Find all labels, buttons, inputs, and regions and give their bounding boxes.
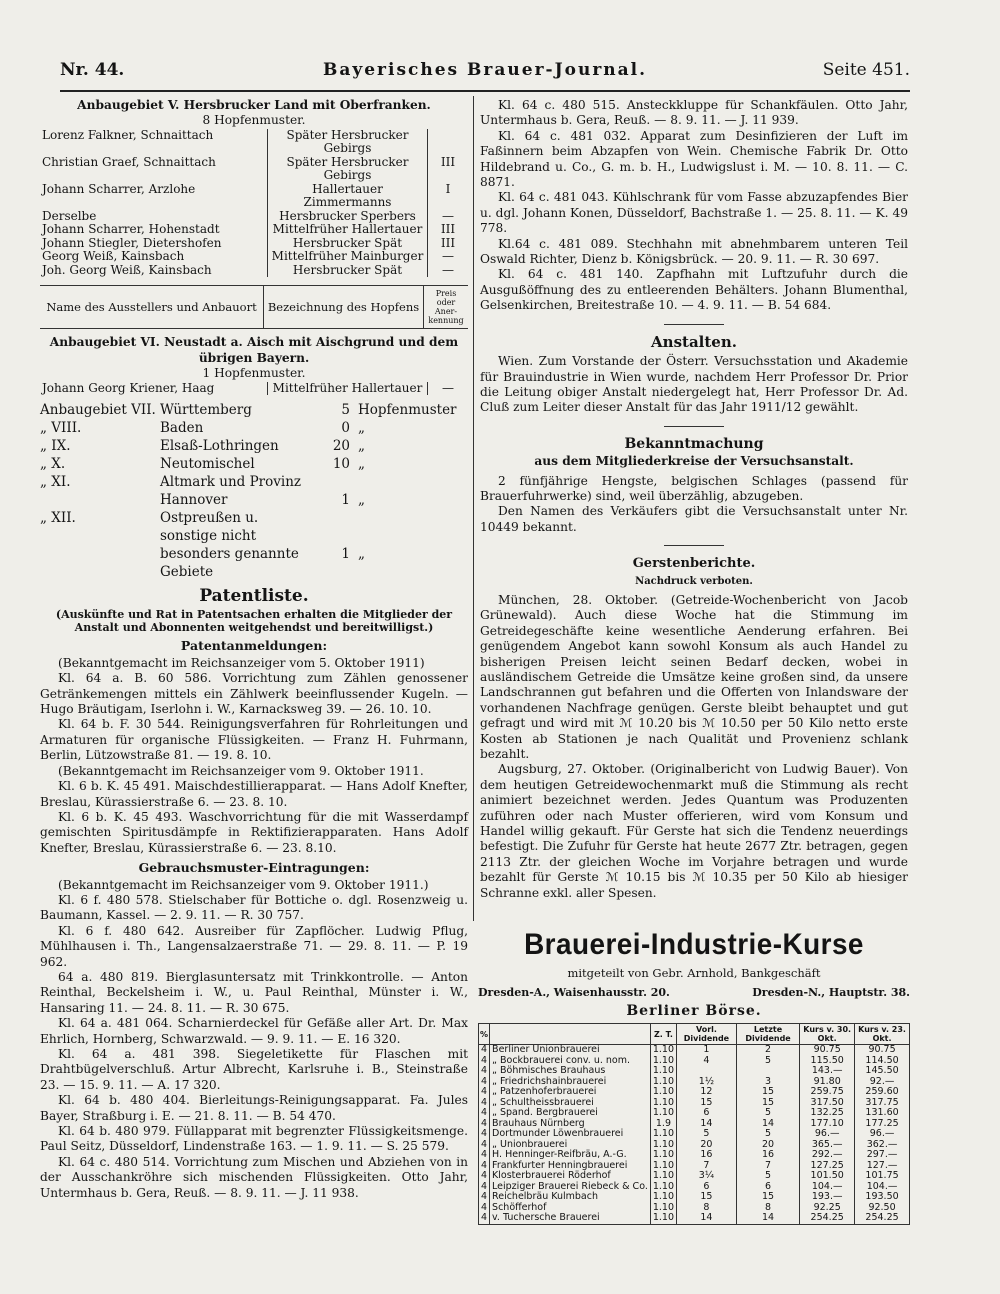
column-header — [490, 1024, 651, 1045]
sample-count: 0 — [341, 420, 350, 437]
prize: — — [442, 262, 454, 277]
table-cell: 96.— — [855, 1129, 910, 1140]
sample-unit: „ — [358, 420, 365, 437]
table-cell: Frankfurter Henningbrauerei — [490, 1161, 651, 1172]
patent-p7: (Bekanntgemacht im Reichsanzeiger vom 9. Oktober 1911.) — [58, 877, 429, 892]
prize: — — [442, 380, 454, 395]
table-cell: 297.— — [855, 1150, 910, 1161]
prize — [428, 129, 469, 156]
sample-unit: „ — [358, 438, 365, 455]
table-cell: „ Bockbrauerei conv. u. nom. — [490, 1056, 651, 1067]
patent-p2: Kl. 64 a. B. 60 586. Vorrichtung zum Zählen genossener Getränkemengen mittels ein Zählwerk beeinflussender Kugeln. — Hugo Bräutigam, Iserlohn i. W., Karnacksweg 39. — 26. 10. 10. — [40, 671, 468, 717]
exhibitor-name: Christian Graef, Schnaittach — [42, 154, 216, 169]
divider — [664, 324, 724, 325]
table-cell: 177.25 — [855, 1119, 910, 1130]
list-item — [40, 473, 468, 491]
area5-subtitle: 8 Hopfenmuster. — [202, 113, 306, 128]
prize: — — [442, 249, 454, 264]
table-cell: 4 — [479, 1077, 490, 1088]
table-cell: Reichelbräu Kulmbach — [490, 1192, 651, 1203]
exhibitor-name: Lorenz Falkner, Schnaittach — [42, 127, 214, 142]
table-cell: 14 — [677, 1213, 737, 1224]
list-item — [40, 509, 468, 545]
ad-title: Brauerei-Industrie-Kurse — [524, 928, 864, 961]
table-cell: 3¼ — [677, 1171, 737, 1182]
sample-unit: „ — [358, 492, 365, 509]
prize: — — [442, 208, 454, 223]
list-item — [40, 437, 468, 455]
table-cell: 92.50 — [855, 1203, 910, 1214]
areas-list — [40, 401, 468, 581]
sample-count: 20 — [332, 438, 350, 455]
table-cell: 254.25 — [855, 1213, 910, 1224]
patent-note: (Auskünfte und Rat in Patentsachen erhalten die Mitglieder der Anstalt und Abonnenten weitgehendst und bereitwilligst.) — [55, 608, 453, 635]
sample-unit: Hopfenmuster — [358, 402, 457, 419]
table-cell: 7 — [736, 1161, 799, 1172]
table-cell: Berliner Unionbrauerei — [490, 1045, 651, 1056]
table-cell: 1.10 — [650, 1140, 676, 1151]
hop-variety: Hersbrucker Sperbers — [268, 210, 428, 224]
list-item — [40, 455, 468, 473]
quotes-table — [478, 1023, 910, 1225]
table-cell: 1.10 — [650, 1045, 676, 1056]
table-row — [40, 237, 468, 251]
table-cell: 365.— — [800, 1140, 855, 1151]
area-number: „ XI. — [40, 474, 71, 491]
hop-variety: Mittelfrüher Mainburger — [268, 250, 428, 264]
patent-r3: Kl. 64 c. 481 043. Kühlschrank für vom Fasse abzuzapfendes Bier u. dgl. Johann Konen, Düsseldorf, Bachstraße 1. — 25. 8. 11. — K. 49 778. — [480, 190, 908, 236]
header-exhibitor: Name des Ausstellers und Anbauort — [46, 299, 257, 314]
gerste-augsburg: Augsburg, 27. Oktober. (Originalbericht von Ludwig Bauer). Von dem heutigen Getreidewochenmarkt muß die Stimmung als recht animiert bezeichnet werden. Jedes Quantum was Produzenten zuführen oder nach Muster offerieren, wird vom Konsum und Handel willig gekauft. Für Gerste hat sich die Tendenz neuerdings befestigt. Die Zufuhr für Gerste hat heute 2677 Ztr. betragen, gegen 2113 Ztr. der gleichen Woche im Vorjahre betragen und wurde bezahlt für Gerste ℳ 10.15 bis ℳ 10.35 per 50 Kilo ab hiesiger Schranne exkl. aller Spesen. — [480, 762, 908, 900]
area5-table — [40, 129, 468, 278]
table-cell: Dortmunder Löwenbrauerei — [490, 1129, 651, 1140]
prize: III — [440, 154, 456, 169]
divider — [664, 426, 724, 427]
table-cell: 90.75 — [855, 1045, 910, 1056]
table-cell: 4 — [479, 1129, 490, 1140]
table-cell: 104.— — [800, 1182, 855, 1193]
area-number — [40, 491, 160, 509]
table-cell: 14 — [736, 1213, 799, 1224]
hop-variety: Mittelfrüher Hallertauer — [268, 382, 428, 396]
area5-title: Anbaugebiet V. Hersbrucker Land mit Oberfranken. — [77, 98, 431, 112]
table-row — [479, 1108, 910, 1119]
table-row — [479, 1045, 910, 1056]
area6-subtitle: 1 Hopfenmuster. — [202, 366, 306, 381]
table-row — [479, 1150, 910, 1161]
table-cell: 177.10 — [800, 1119, 855, 1130]
table-cell: 5 — [736, 1056, 799, 1067]
table-cell: 1.10 — [650, 1087, 676, 1098]
table-row — [479, 1213, 910, 1224]
table-cell: 4 — [479, 1056, 490, 1067]
table-cell: 101.75 — [855, 1171, 910, 1182]
table-cell: 92.25 — [800, 1203, 855, 1214]
table-cell: 90.75 — [800, 1045, 855, 1056]
area-name: Neutomischel — [160, 456, 255, 473]
bekanntmachung-text: 2 fünfjährige Hengste, belgischen Schlages (passend für Brauerfuhrwerke) sind, weil überzählig, abzugeben. — [480, 473, 908, 503]
table-row — [479, 1066, 910, 1077]
patent-r5: Kl. 64 c. 481 140. Zapfhahn mit Luftzufuhr durch die Ausgußöffnung des zu entleerenden Behälters. Johann Blumenthal, Gelsenkirchen, Breitestraße 10. — 4. 9. 11. — B. 54 684. — [480, 267, 908, 313]
prize: III — [440, 235, 456, 250]
hop-variety: Später Hersbrucker Gebirgs — [268, 129, 428, 156]
area6-title: Anbaugebiet VI. Neustadt a. Aisch mit Aischgrund und dem übrigen Bayern. — [49, 335, 459, 365]
table-cell: 115.50 — [800, 1056, 855, 1067]
hop-variety: Mittelfrüher Hallertauer — [268, 223, 428, 237]
area-name: Hannover — [160, 492, 228, 509]
patent-p1: (Bekanntgemacht im Reichsanzeiger vom 5. Oktober 1911) — [58, 655, 425, 670]
table-cell: 143.— — [800, 1066, 855, 1077]
prize: III — [440, 222, 456, 237]
exhibitor-name: Johann Stiegler, Dietershofen — [42, 235, 222, 250]
table-cell: 101.50 — [800, 1171, 855, 1182]
patent-p14: Kl. 64 b. 480 979. Füllapparat mit begrenzter Flüssigkeitsmenge. Paul Seitz, Düsseldorf, Lindenstraße 163. — 1. 9. 11. — S. 25 579. — [40, 1124, 468, 1154]
column-header: Kurs v. 23. Okt. — [855, 1024, 910, 1045]
exhibitor-name: Joh. Georg Weiß, Kainsbach — [42, 262, 212, 277]
header-prize: Preis oder Aner-kennung — [428, 289, 464, 326]
list-item — [40, 545, 468, 581]
anstalten-text: Wien. Zum Vorstande der Österr. Versuchsstation und Akademie für Brauindustrie in Wien wurde, nachdem Herr Professor Dr. Prior die Leitung obiger Anstalt niedergelegt hat, Herr Professor Dr. Ad. Cluß zum Leiter dieser Anstalt für das Jahr 1911/12 gewählt. — [480, 354, 908, 415]
ad-addresses — [478, 986, 910, 999]
journal-title: Bayerisches Brauer-Journal. — [322, 60, 648, 80]
table-row — [479, 1192, 910, 1203]
table-cell: 1.10 — [650, 1171, 676, 1182]
ad-subtitle: mitgeteilt von Gebr. Arnhold, Bankgeschäft — [567, 966, 821, 980]
table-cell: Brauhaus Nürnberg — [490, 1119, 651, 1130]
table-cell: 15 — [736, 1087, 799, 1098]
area-name: Württemberg — [160, 402, 252, 419]
anstalten-title: Anstalten. — [651, 332, 737, 351]
table-header — [40, 285, 468, 329]
table-cell: 5 — [677, 1129, 737, 1140]
table-cell: 20 — [736, 1140, 799, 1151]
area-number: „ X. — [40, 456, 66, 473]
area-number: Anbaugebiet VII. — [40, 402, 156, 419]
area-name: besonders genannte Gebiete — [160, 546, 299, 581]
patent-p8: Kl. 6 f. 480 578. Stielschaber für Bottiche o. dgl. Rosenzweig u. Baumann, Kassel. — 2. 9. 11. — R. 30 757. — [40, 892, 468, 923]
exhibitor-name: Georg Weiß, Kainsbach — [42, 249, 185, 264]
table-cell: Leipziger Brauerei Riebeck & Co. — [490, 1182, 651, 1193]
column-header: Kurs v. 30. Okt. — [800, 1024, 855, 1045]
table-cell: 1.10 — [650, 1161, 676, 1172]
patent-r1: Kl. 64 c. 480 515. Ansteckkluppe für Schankfäulen. Otto Jahr, Untermhaus b. Gera, Reuß. — 8. 9. 11. — J. 11 939. — [480, 98, 908, 128]
sample-count: 10 — [332, 456, 350, 473]
patent-p4: (Bekanntgemacht im Reichsanzeiger vom 9. Oktober 1911. — [58, 763, 424, 778]
table-cell — [677, 1066, 737, 1077]
table-row — [40, 382, 468, 396]
table-cell: 1.10 — [650, 1213, 676, 1224]
table-cell: „ Patzenhoferbrauerei — [490, 1087, 651, 1098]
area-name: Altmark und Provinz — [160, 474, 302, 491]
table-cell: 1.10 — [650, 1108, 676, 1119]
table-cell: 4 — [479, 1161, 490, 1172]
table-cell: 12 — [677, 1087, 737, 1098]
column-header: Letzte Dividende — [736, 1024, 799, 1045]
table-cell: „ Spand. Bergbrauerei — [490, 1108, 651, 1119]
hop-variety: Später Hersbrucker Gebirgs — [268, 156, 428, 183]
table-row — [479, 1171, 910, 1182]
table-cell: 1.10 — [650, 1129, 676, 1140]
sample-unit: „ — [358, 456, 365, 473]
exhibitor-name: Derselbe — [42, 208, 97, 223]
area-number — [40, 545, 160, 581]
table-cell: „ Unionbrauerei — [490, 1140, 651, 1151]
table-cell: 1.10 — [650, 1066, 676, 1077]
address-left: Dresden-A., Waisenhausstr. 20. — [478, 986, 670, 999]
page-number: Seite 451. — [822, 60, 910, 80]
table-cell: 1.10 — [650, 1182, 676, 1193]
right-column — [480, 98, 908, 901]
patent-r2: Kl. 64 c. 481 032. Apparat zum Desinfizieren der Luft im Faßinnern beim Abzapfen von Wein. Chemische Fabrik Dr. Otto Hildebrand u. Co., G. m. b. H., Ludwigslust i. M. — 10. 8. 11. — C. 8871. — [480, 128, 908, 190]
area6-table — [40, 382, 468, 396]
table-row — [40, 264, 468, 278]
table-cell: 1.10 — [650, 1192, 676, 1203]
divider — [664, 545, 724, 546]
table-row — [40, 210, 468, 224]
table-cell: 15 — [677, 1098, 737, 1109]
table-cell: 317.50 — [800, 1098, 855, 1109]
table-cell: „ Böhmisches Brauhaus — [490, 1066, 651, 1077]
table-row — [40, 129, 468, 156]
table-cell: 6 — [677, 1108, 737, 1119]
hop-variety: Hersbrucker Spät — [268, 264, 428, 278]
table-cell: 20 — [677, 1140, 737, 1151]
table-cell: 292.— — [800, 1150, 855, 1161]
column-header: Vorl. Dividende — [677, 1024, 737, 1045]
table-cell: 91.80 — [800, 1077, 855, 1088]
patent-sub1: Patentanmeldungen: — [180, 638, 328, 654]
sample-unit — [350, 509, 468, 545]
table-cell: 4 — [479, 1045, 490, 1056]
table-cell: 4 — [479, 1192, 490, 1203]
patent-p15: Kl. 64 c. 480 514. Vorrichtung zum Mischen und Abziehen von in der Ausschankröhre sich mischenden Flüssigkeiten. Otto Jahr, Untermhaus b. Gera, Reuß. — 8. 9. 11. — J. 11 938. — [40, 1154, 468, 1200]
bekanntmachung-subtitle: aus dem Mitgliederkreise der Versuchsanstalt. — [534, 454, 854, 469]
table-cell: 14 — [736, 1119, 799, 1130]
table-cell: 259.75 — [800, 1087, 855, 1098]
table-row — [40, 250, 468, 264]
table-cell: 2 — [736, 1045, 799, 1056]
bekanntmachung-text-2: Den Namen des Verkäufers gibt die Versuchsanstalt unter Nr. 10449 bekannt. — [480, 504, 908, 534]
table-cell: 5 — [736, 1171, 799, 1182]
table-cell: 1.10 — [650, 1150, 676, 1161]
table-cell: „ Friedrichshainbrauerei — [490, 1077, 651, 1088]
borse-title: Berliner Börse. — [626, 1003, 762, 1019]
table-cell: 127.— — [855, 1161, 910, 1172]
table-row — [40, 156, 468, 183]
table-cell: 5 — [736, 1108, 799, 1119]
area-name: Ostpreußen u. sonstige nicht — [160, 510, 259, 545]
list-item — [40, 401, 468, 419]
table-cell: H. Henninger-Reifbräu, A.-G. — [490, 1150, 651, 1161]
table-cell: 15 — [736, 1192, 799, 1203]
prize: I — [445, 181, 451, 196]
table-cell: 4 — [479, 1108, 490, 1119]
table-cell: 1.10 — [650, 1098, 676, 1109]
table-cell: 193.— — [800, 1192, 855, 1203]
table-cell: 5 — [736, 1129, 799, 1140]
table-cell: 131.60 — [855, 1108, 910, 1119]
table-cell: 4 — [479, 1066, 490, 1077]
table-cell: 4 — [479, 1140, 490, 1151]
table-row — [40, 223, 468, 237]
patent-p3: Kl. 64 b. F. 30 544. Reinigungsverfahren für Rohrleitungen und Armaturen für organische Flüssigkeiten. — Franz H. Fuhrmann, Berlin, Lützowstraße 81. — 19. 8. 10. — [40, 717, 468, 763]
table-cell: 317.75 — [855, 1098, 910, 1109]
table-cell: 193.50 — [855, 1192, 910, 1203]
table-cell: 259.60 — [855, 1087, 910, 1098]
exhibitor-name: Johann Georg Kriener, Haag — [42, 380, 215, 395]
area-number: „ VIII. — [40, 420, 82, 437]
hop-variety: Hersbrucker Spät — [268, 237, 428, 251]
patent-p13: Kl. 64 b. 480 404. Bierleitungs-Reinigungsapparat. Fa. Jules Bayer, Straßburg i. E. — 21. 8. 11. — B. 54 470. — [40, 1093, 468, 1123]
exhibitor-name: Johann Scharrer, Hohenstadt — [42, 222, 220, 237]
patent-p9: Kl. 6 f. 480 642. Ausreiber für Zapflöcher. Ludwig Pflug, Mühlhausen i. Th., Langensalzaerstraße 71. — 29. 8. 11. — P. 19 962. — [40, 923, 468, 969]
table-cell: 114.50 — [855, 1056, 910, 1067]
column-header: % — [479, 1024, 490, 1045]
patent-p11: Kl. 64 a. 481 064. Scharnierdeckel für Gefäße aller Art. Dr. Max Ehrlich, Hornberg, Schwarzwald. — 9. 9. 11. — E. 16 320. — [40, 1016, 468, 1046]
area-number: „ IX. — [40, 438, 71, 455]
stock-quotes-box — [478, 928, 910, 1225]
sample-count — [310, 473, 350, 491]
list-item — [40, 491, 468, 509]
table-cell: 145.50 — [855, 1066, 910, 1077]
table-cell: 254.25 — [800, 1213, 855, 1224]
table-cell: 4 — [677, 1056, 737, 1067]
table-cell: 4 — [479, 1213, 490, 1224]
table-cell: 4 — [479, 1171, 490, 1182]
table-cell: 4 — [479, 1150, 490, 1161]
page-header — [60, 60, 910, 86]
table-cell: 4 — [479, 1182, 490, 1193]
patent-p12: Kl. 64 a. 481 398. Siegeletikette für Flaschen mit Drahtbügelverschluß. Artur Albrecht, Karlsruhe i. B., Steinstraße 23. — 15. 9. 11. — A. 17 320. — [40, 1047, 468, 1092]
table-cell: 127.25 — [800, 1161, 855, 1172]
sample-count: 5 — [341, 402, 350, 419]
table-cell: 1.10 — [650, 1203, 676, 1214]
header-rule — [60, 90, 910, 92]
header-hop: Bezeichnung des Hopfens — [263, 286, 424, 328]
table-cell: v. Tuchersche Brauerei — [490, 1213, 651, 1224]
table-row — [40, 183, 468, 210]
table-cell: 96.— — [800, 1129, 855, 1140]
column-separator — [473, 96, 474, 921]
patent-p10: 64 a. 480 819. Bierglasuntersatz mit Trinkkontrolle. — Anton Reinthal, Beckelsheim i. W., u. Paul Reinthal, Münster i. W., Hansaring 11. — 24. 8. 11. — R. 30 675. — [40, 969, 468, 1015]
table-cell: 6 — [677, 1182, 737, 1193]
table-cell: 4 — [479, 1119, 490, 1130]
gerste-title: Gerstenberichte. — [632, 556, 756, 572]
left-column — [40, 98, 468, 1201]
bekanntmachung-title: Bekanntmachung — [624, 435, 764, 452]
table-cell: 1½ — [677, 1077, 737, 1088]
table-cell: 4 — [479, 1203, 490, 1214]
table-cell: 15 — [736, 1098, 799, 1109]
address-right: Dresden-N., Hauptstr. 38. — [752, 986, 910, 999]
area-number: „ XII. — [40, 510, 76, 527]
area-name: Baden — [160, 420, 204, 437]
table-row — [479, 1087, 910, 1098]
table-cell: „ Schultheissbrauerei — [490, 1098, 651, 1109]
sample-count — [310, 509, 350, 545]
table-cell: 92.— — [855, 1077, 910, 1088]
sample-count: 1 — [341, 546, 350, 563]
area-name: Elsaß-Lothringen — [160, 438, 279, 455]
nachdruck-note: Nachdruck verboten. — [635, 575, 753, 587]
table-cell: 1.10 — [650, 1056, 676, 1067]
table-cell — [736, 1066, 799, 1077]
patent-p6: Kl. 6 b. K. 45 493. Waschvorrichtung für die mit Wasserdampf gemischten Spiritusdämpfe in Rektifizierapparaten. Hans Adolf Knefter, Breslau, Kürassierstraße 6. — 23. 8.10. — [40, 809, 468, 855]
table-cell: 16 — [736, 1150, 799, 1161]
table-cell: 7 — [677, 1161, 737, 1172]
table-cell: Klosterbrauerei Röderhof — [490, 1171, 651, 1182]
issue-number: Nr. 44. — [60, 60, 125, 80]
hop-variety: Hallertauer Zimmermanns — [268, 183, 428, 210]
sample-unit — [350, 473, 468, 491]
patent-sub2: Gebrauchsmuster-Eintragungen: — [138, 860, 370, 876]
table-cell: Schöfferhof — [490, 1203, 651, 1214]
table-cell: 1.10 — [650, 1077, 676, 1088]
table-cell: 4 — [479, 1087, 490, 1098]
table-cell: 15 — [677, 1192, 737, 1203]
table-cell: 362.— — [855, 1140, 910, 1151]
table-cell: 8 — [736, 1203, 799, 1214]
table-row — [479, 1129, 910, 1140]
patent-title: Patentliste. — [199, 586, 309, 607]
table-cell: 4 — [479, 1098, 490, 1109]
gerste-muenchen: München, 28. Oktober. (Getreide-Wochenbericht von Jacob Grünewald). Auch diese Woche hat die Stimmung im Getreidegeschäfte keine wesentliche Aenderung erfahren. Bei genügendem Angebot kann sowohl Konsum als auch Handel zu bisherigen Preisen leicht seinen Bedarf decken, wobei in ausländischem Getreide die Umsätze keine großen sind, da unsere Landschrannen gut befahren und die Offerten von Inlandsware der vorhandenen Nachfrage genügen. Gerste bleibt behauptet und gut gefragt und wird mit ℳ 10.20 bis ℳ 10.50 per 50 Kilo netto erste Kosten ab Stationen je nach Qualität und Provenienz schlank bezahlt. — [480, 592, 908, 762]
patent-p5: Kl. 6 b. K. 45 491. Maischdestillierapparat. — Hans Adolf Knefter, Breslau, Kürassierstraße 6. — 23. 8. 10. — [40, 779, 468, 809]
column-header: Z. T. — [650, 1024, 676, 1045]
table-cell: 132.25 — [800, 1108, 855, 1119]
table-cell: 3 — [736, 1077, 799, 1088]
list-item — [40, 419, 468, 437]
table-cell: 104.— — [855, 1182, 910, 1193]
sample-count: 1 — [341, 492, 350, 509]
table-cell: 6 — [736, 1182, 799, 1193]
table-cell: 1 — [677, 1045, 737, 1056]
patent-r4: Kl.64 c. 481 089. Stechhahn mit abnehmbarem unteren Teil Oswald Richter, Dienz b. Königsbrück. — 20. 9. 11. — R. 30 697. — [480, 236, 908, 267]
sample-unit: „ — [358, 546, 365, 563]
table-cell: 1.9 — [650, 1119, 676, 1130]
exhibitor-name: Johann Scharrer, Arzlohe — [42, 181, 196, 196]
table-cell: 16 — [677, 1150, 737, 1161]
table-cell: 14 — [677, 1119, 737, 1130]
table-cell: 8 — [677, 1203, 737, 1214]
